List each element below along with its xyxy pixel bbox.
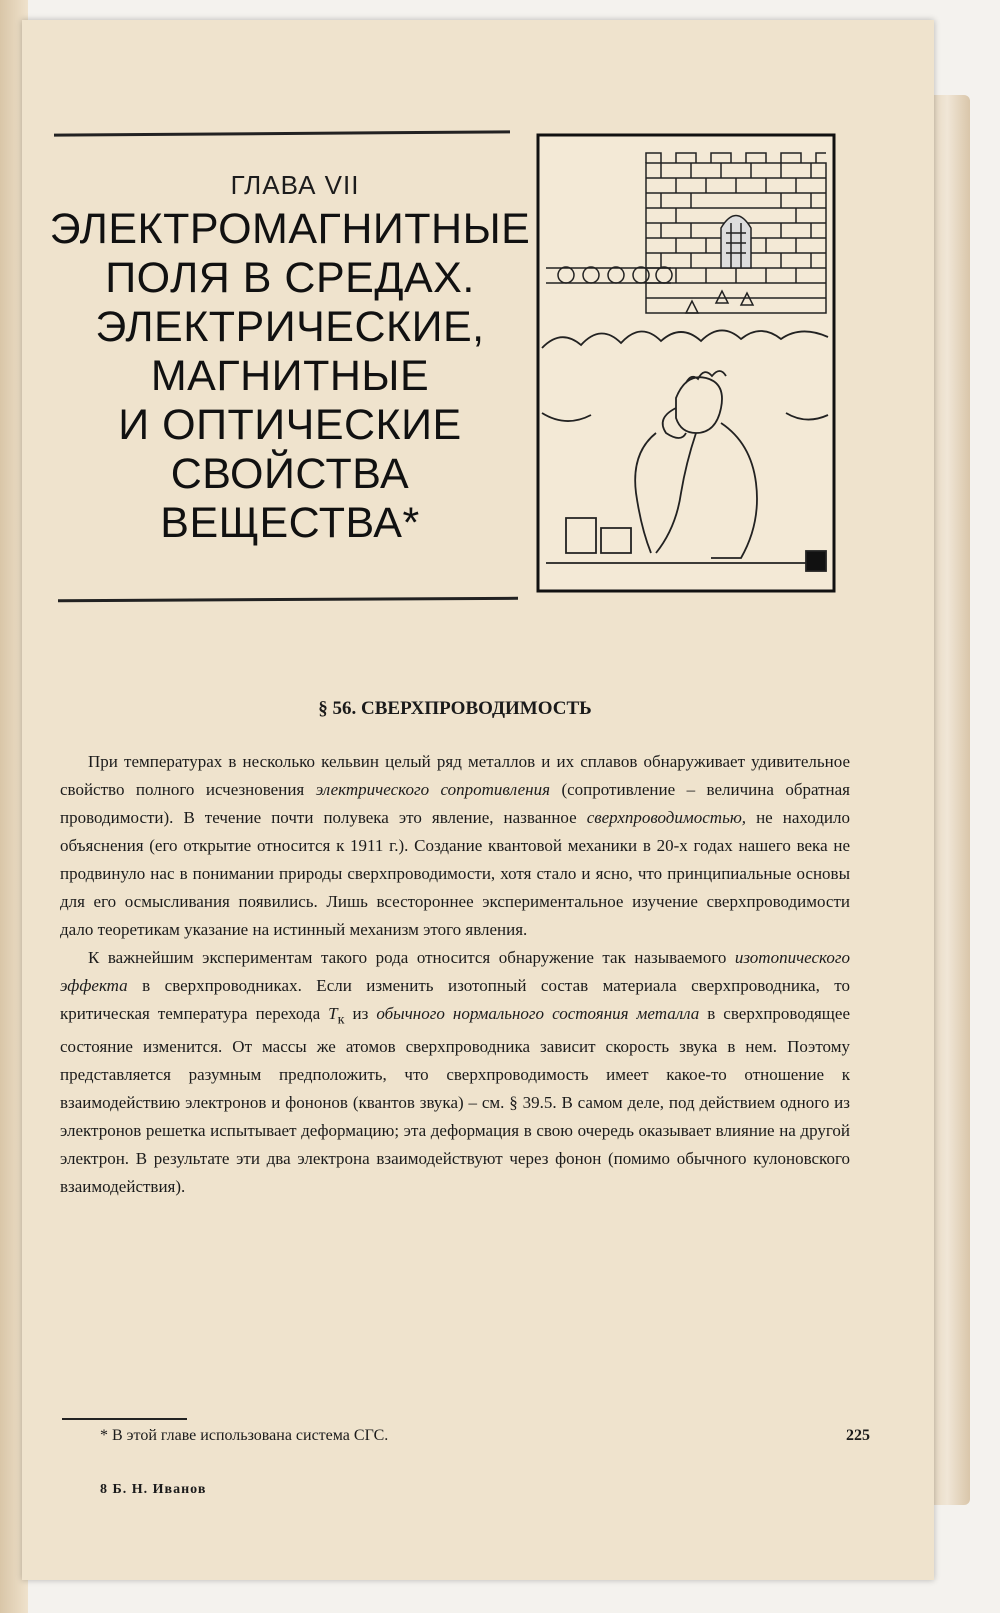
p2-text-4: в сверхпроводящее состояние изменится. От массы же атомов сверхпроводника зависит скорость звука в нем. Поэтому представляется разумным предположить, что сверхпроводимость имеет какое-то отношение к взаимодействию электронов и фононов (квантов звука) – см. § 39.5. В самом деле, под действием одного из электронов решетка испытывает деформацию; эта деформация в свою очередь оказывает влияние на другой электрон. В результате эти два электрона взаимодействуют через фонон (помимо обычного кулоновского взаимодействия).: [60, 1004, 850, 1197]
book-page: [22, 20, 934, 1580]
p1-text-3: не находило объяснения (его открытие относится к 1911 г.). Создание квантовой механики в 20-х годах нашего века не продвинуло нас в понимании природы сверхпроводимости, хотя стало и ясно, что принципиальные основы для его осмысливания появились. Лишь всестороннее экспериментальное изучение сверхпроводимости дало теоретикам указание на истинный механизм этого явления.: [60, 808, 850, 939]
cartoon-illustration: [536, 133, 836, 593]
paragraph-1: [60, 748, 850, 944]
top-rule: [54, 130, 510, 136]
chapter-title: ЭЛЕКТРОМАГНИТНЫЕ ПОЛЯ В СРЕДАХ. ЭЛЕКТРИЧЕСКИЕ, МАГНИТНЫЕ И ОПТИЧЕСКИЕ СВОЙСТВА ВЕЩЕСТВА*: [49, 205, 531, 547]
p2-term-1: изотопического эффекта: [60, 948, 850, 995]
p1-text-2: (сопротивление – величина обратная проводимости). В течение почти полувека это явление, названное: [60, 780, 850, 827]
bottom-rule: [58, 597, 518, 602]
printer-signature: 8 Б. Н. Иванов: [100, 1482, 207, 1497]
chapter-label: ГЛАВА VII: [230, 170, 360, 200]
footnote: * В этой главе использована система СГС.: [100, 1427, 389, 1444]
p2-term-2: обычного нормального состояния металла: [376, 1004, 700, 1023]
p1-text-1: При температурах в несколько кельвин целый ряд металлов и их сплавов обнаруживает удивительное свойство полного исчезновения: [60, 752, 850, 799]
p2-text-3: из: [344, 1004, 377, 1023]
book-page-edges: [930, 95, 970, 1505]
p2-symbol-sub: к: [337, 1011, 345, 1028]
section-heading: § 56. СВЕРХПРОВОДИМОСТЬ: [318, 698, 592, 719]
p1-term-2: сверхпроводимостью,: [586, 808, 747, 827]
body-text: [60, 748, 850, 1201]
page-number: 225: [846, 1427, 870, 1444]
p2-text-1: К важнейшим экспериментам такого рода относится обнаружение так называемого: [88, 948, 735, 967]
p1-term-1: электрического сопротивления: [315, 780, 551, 799]
p2-text-2: в сверхпроводниках. Если изменить изотопный состав материала сверхпроводника, то критическая температура перехода: [60, 976, 850, 1023]
footnote-rule: [62, 1418, 187, 1420]
p2-symbol: T: [328, 1004, 338, 1023]
paragraph-2: [60, 944, 850, 1201]
